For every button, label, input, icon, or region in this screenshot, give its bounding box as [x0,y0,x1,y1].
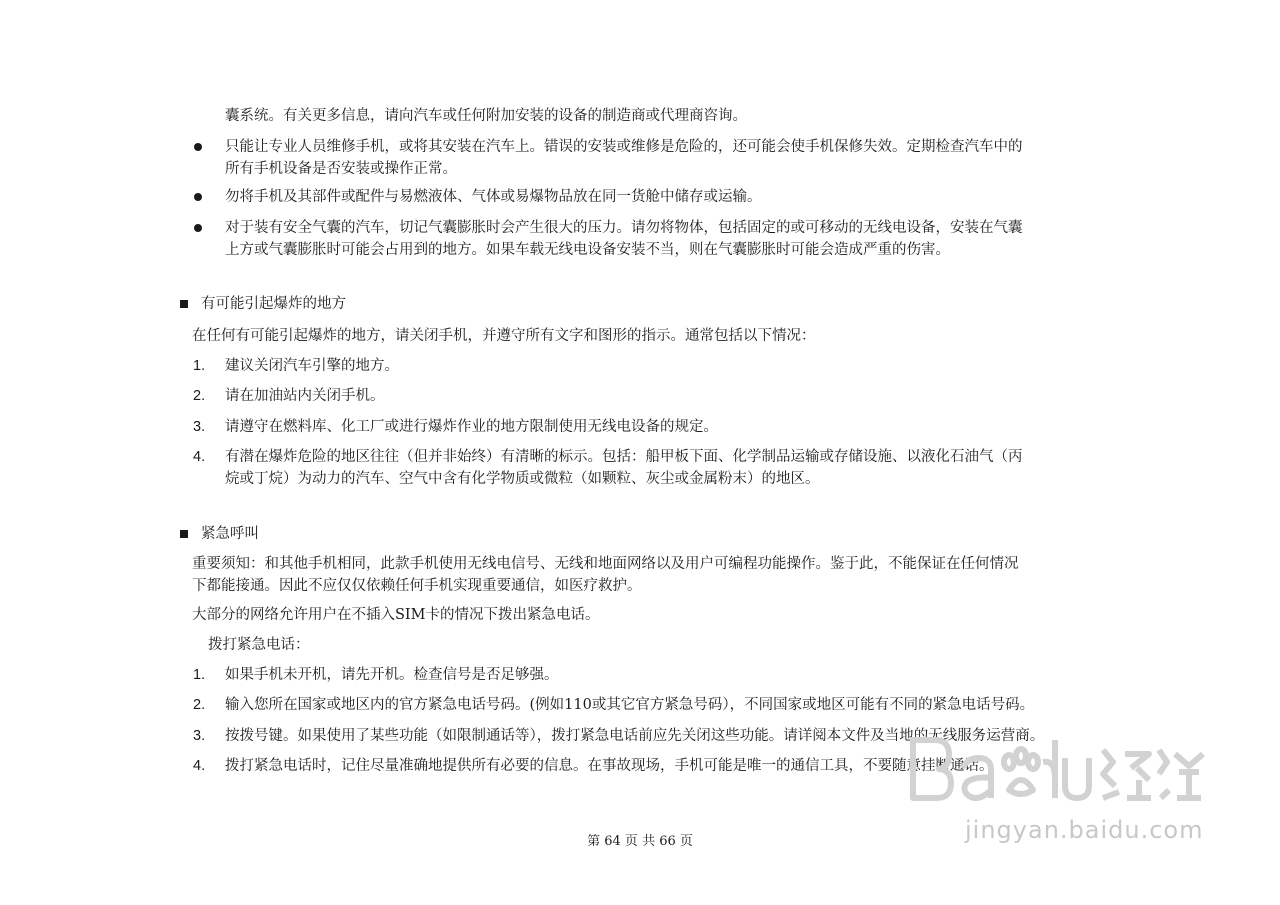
bullet-1-line2: 所有手机设备是否安装或操作正常。 [225,161,457,177]
list-number: 2. [193,388,206,404]
list-item: 输入您所在国家或地区内的官方紧急电话号码。(例如110或其它官方紧急号码），不同国家或地区可能有不同的紧急电话号码。 [225,697,1035,713]
bullet-1-line1: 只能让专业人员维修手机，或将其安装在汽车上。错误的安装或维修是危险的，还可能会使手机保修失效。定期检查汽车中的 [225,139,1023,155]
bullet-3-line2: 上方或气囊膨胀时可能会占用到的地方。如果车载无线电设备安装不当，则在气囊膨胀时可能会造成严重的伤害。 [225,242,950,258]
list-item-line1: 有潜在爆炸危险的地区往往（但并非始终）有清晰的标示。包括：船甲板下面、化学制品运输或存储设施、以液化石油气（丙 [225,449,1023,465]
bullet-dot [194,193,202,201]
emergency-notice-line2: 下都能接通。因此不应仅仅依赖任何手机实现重要通信，如医疗救护。 [192,578,642,594]
list-item: 按拨号键。如果使用了某些功能（如限制通话等），拨打紧急电话前应先关闭这些功能。请详阅本文件及当地的无线服务运营商。 [225,728,1045,744]
list-item: 如果手机未开机，请先开机。检查信号是否足够强。 [225,667,559,683]
bullet-dot [194,224,202,232]
section-heading-explosive: 有可能引起爆炸的地方 [201,296,346,312]
paragraph-continuation: 囊系统。有关更多信息，请向汽车或任何附加安装的设备的制造商或代理商咨询。 [225,108,747,124]
bullet-dot [194,143,202,151]
list-item: 拨打紧急电话时，记住尽量准确地提供所有必要的信息。在事故现场，手机可能是唯一的通信工具，不要随意挂断通话。 [225,758,994,774]
emergency-notice-line1: 重要须知：和其他手机相同，此款手机使用无线电信号、无线和地面网络以及用户可编程功能操作。鉴于此，不能保证在任何情况 [192,556,1019,572]
section-intro-explosive: 在任何有可能引起爆炸的地方，请关闭手机，并遵守所有文字和图形的指示。通常包括以下情况： [192,328,816,344]
list-item: 建议关闭汽车引擎的地方。 [225,358,399,374]
watermark-url: jingyan.baidu.com [965,816,1204,844]
section-square-marker [180,300,188,308]
list-item: 请在加油站内关闭手机。 [225,388,385,404]
list-number: 1. [193,667,206,683]
emergency-sim-note: 大部分的网络允许用户在不插入SIM卡的情况下拨出紧急电话。 [192,607,600,623]
section-square-marker [180,530,188,538]
section-heading-emergency: 紧急呼叫 [201,526,259,542]
bullet-3-line1: 对于装有安全气囊的汽车，切记气囊膨胀时会产生很大的压力。请勿将物体，包括固定的或可移动的无线电设备，安装在气囊 [225,220,1023,236]
list-number: 3. [193,728,206,744]
list-number: 3. [193,419,206,435]
page-footer: 第 64 页 共 66 页 [587,834,693,849]
list-item-line2: 烷或丁烷）为动力的汽车、空气中含有化学物质或微粒（如颗粒、灰尘或金属粉末）的地区。 [225,471,820,487]
list-number: 4. [193,758,206,774]
emergency-steps-intro: 拨打紧急电话： [208,637,310,653]
list-number: 2. [193,697,206,713]
list-number: 1. [193,358,206,374]
bullet-2-line1: 勿将手机及其部件或配件与易燃液体、气体或易爆物品放在同一货舱中储存或运输。 [225,189,762,205]
list-number: 4. [193,449,206,465]
list-item: 请遵守在燃料库、化工厂或进行爆炸作业的地方限制使用无线电设备的规定。 [225,419,718,435]
